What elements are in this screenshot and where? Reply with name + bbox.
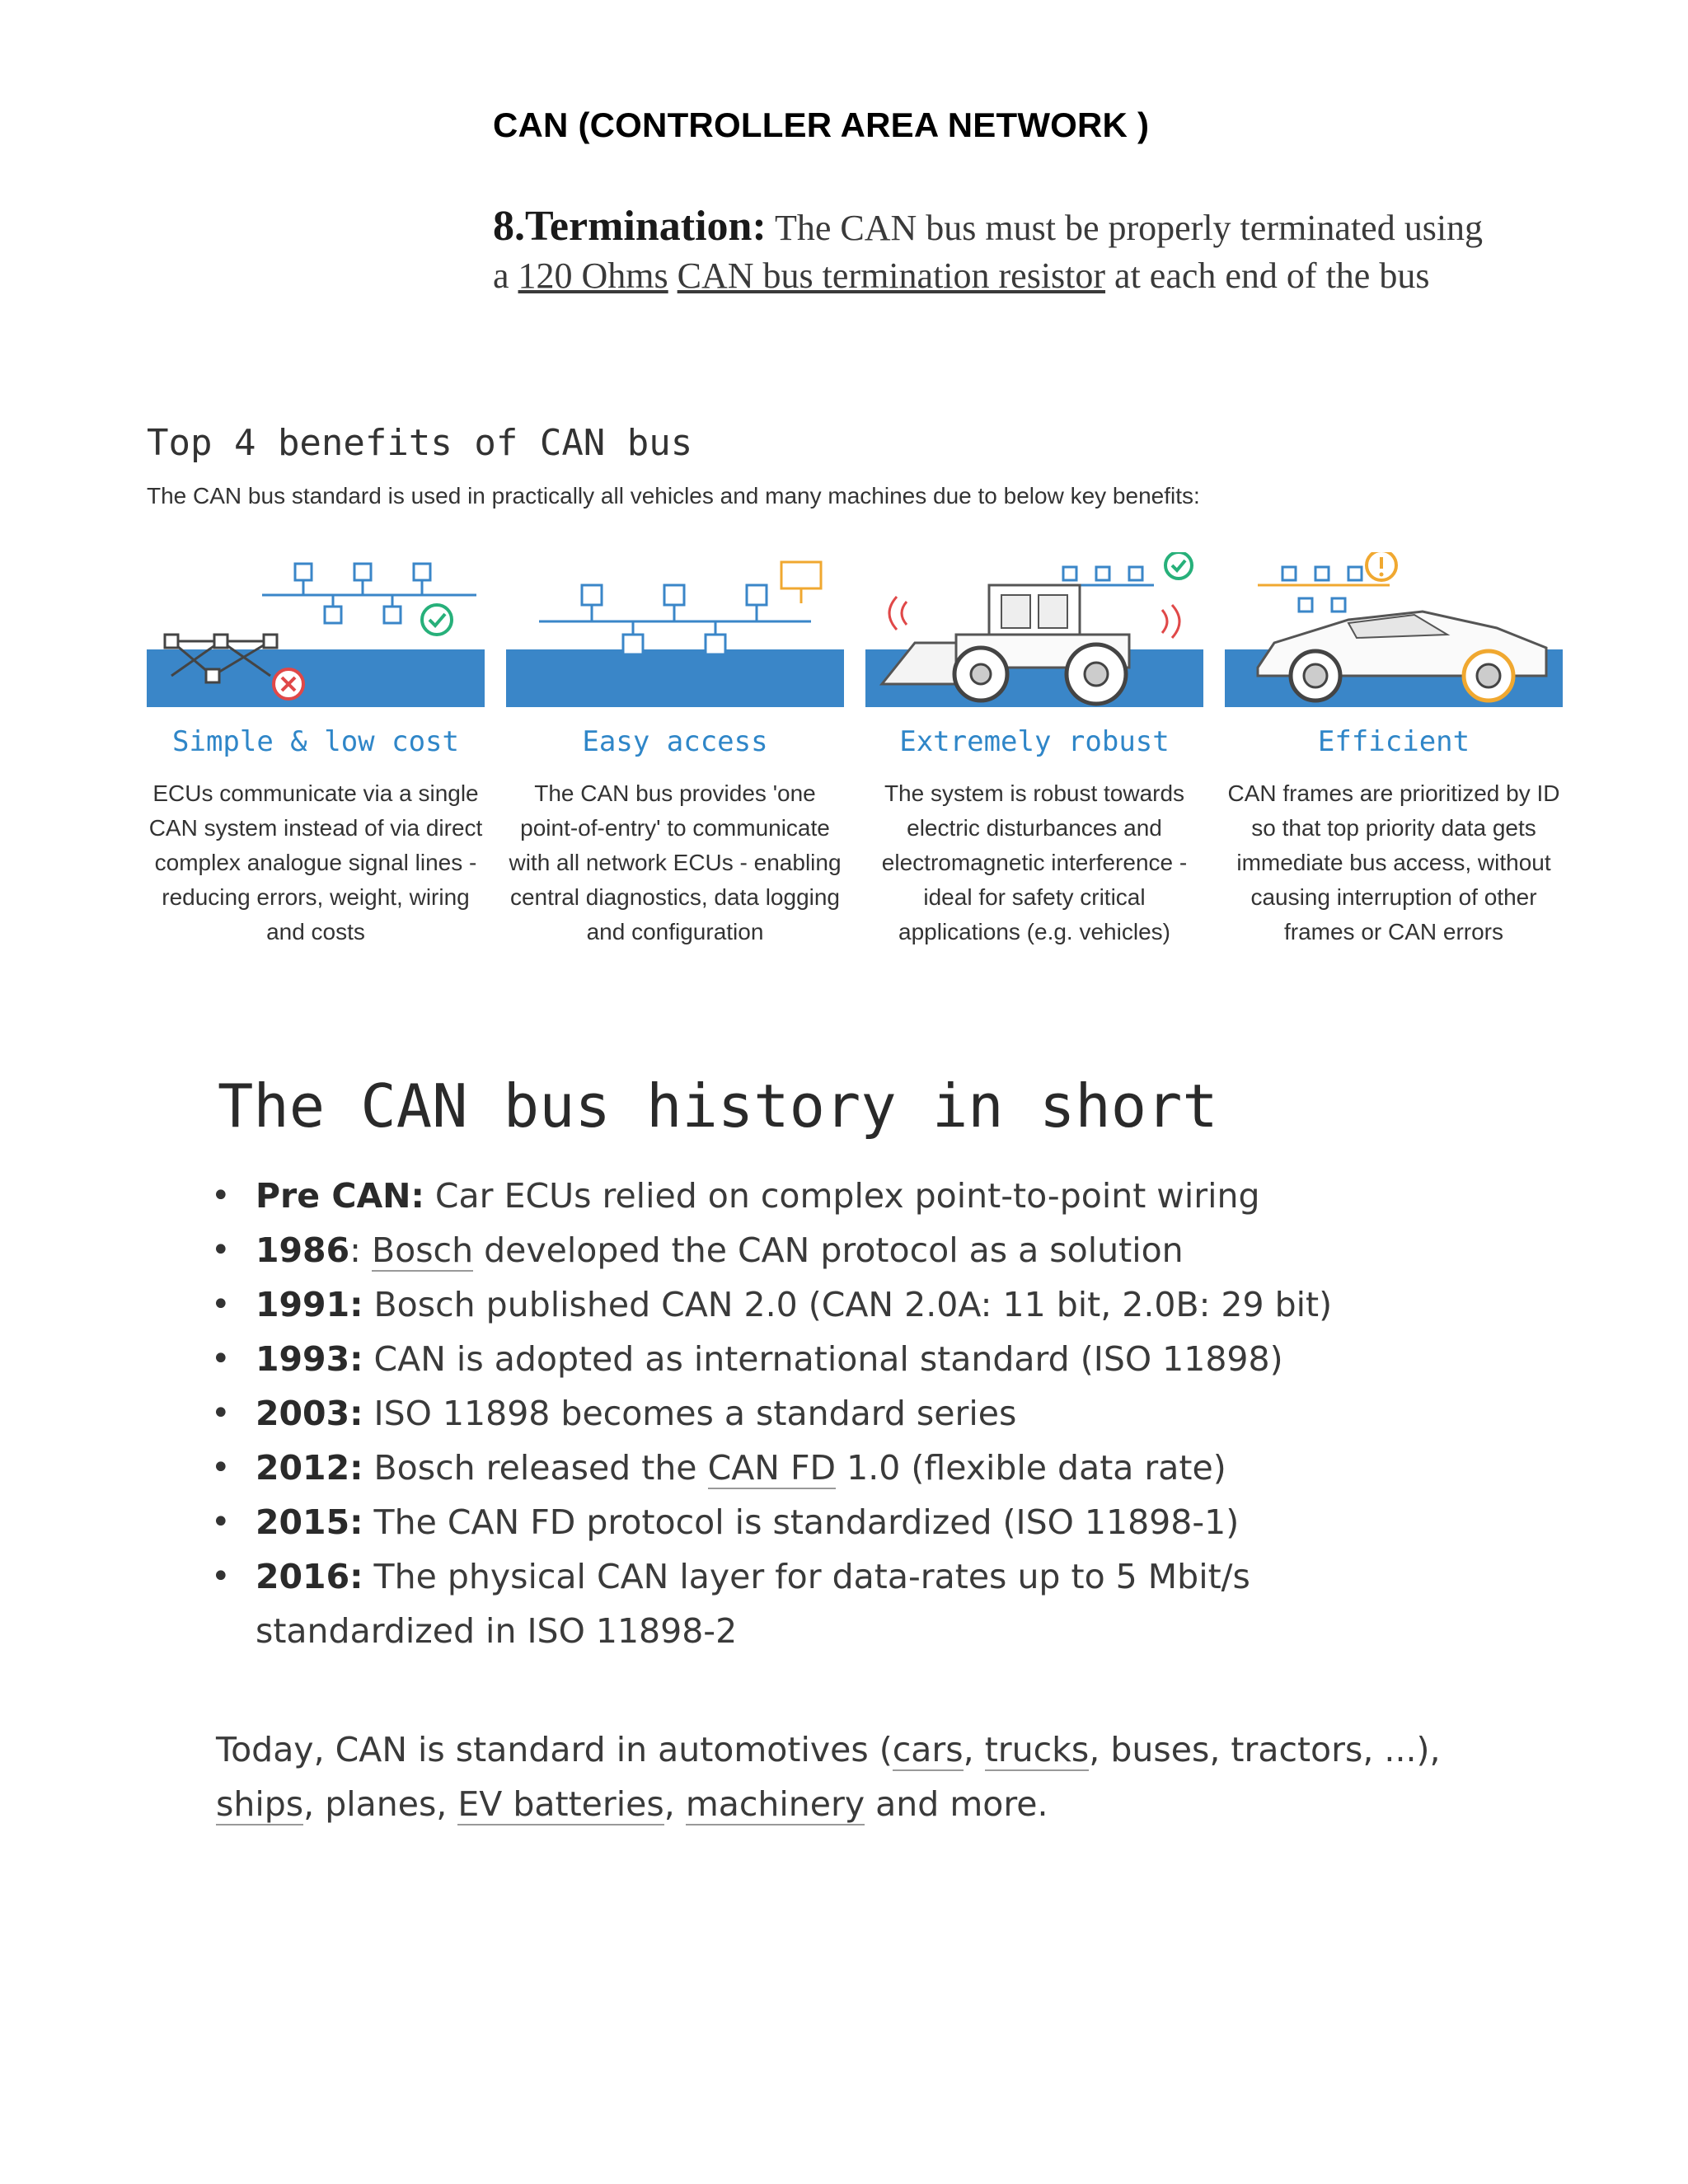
history-list [211,1169,1447,1658]
link-ships[interactable]: ships [216,1784,304,1824]
bullet-icon: • [211,1503,231,1541]
benefit-text: The system is robust towards electric disturbances and electromagnetic interference - ideal for safety critical applications (e.g. vehicles) [881,780,1188,944]
link-ev-batteries[interactable]: EV batteries [457,1784,664,1824]
list-item: • 2015: The CAN FD protocol is standardized (ISO 11898-1) [211,1495,1447,1549]
list-item: • 1986: Bosch developed the CAN protocol as a solution [211,1223,1447,1277]
link-trucks[interactable]: trucks [984,1730,1090,1769]
benefits-title: Top 4 benefits of CAN bus [147,422,693,464]
list-item: • 2012: Bosch released the CAN FD 1.0 (flexible data rate) [211,1441,1447,1495]
termination-text-end: at each end of the bus [1105,255,1430,296]
bullet-icon: • [211,1449,231,1487]
termination-text: The CAN bus must be properly terminated using a [493,208,1484,296]
list-item: • 1991: Bosch published CAN 2.0 (CAN 2.0A: 11 bit, 2.0B: 29 bit) [211,1277,1447,1332]
tractor-icon [865,552,1203,717]
history-title: The CAN bus history in short [218,1071,1218,1141]
benefit-title: Extremely robust [899,725,1170,758]
benefit-title: Simple & low cost [172,725,459,758]
benefit-text: CAN frames are prioritized by ID so that top priority data gets immediate bus access, without causing interruption of other frames or CAN errors [1227,780,1560,944]
link-machinery[interactable]: machinery [685,1784,865,1824]
car-priority-icon [1225,552,1563,717]
link-cars[interactable]: cars [892,1730,964,1769]
document-title: CAN (CONTROLLER AREA NETWORK ) [493,105,1150,144]
link-120-ohms[interactable]: 120 Ohms [518,255,668,296]
bullet-icon: • [211,1340,231,1378]
benefit-text: The CAN bus provides 'one point-of-entry' to communicate with all network ECUs - enabling central diagnostics, data logging and configuration [509,780,842,944]
benefit-text: ECUs communicate via a single CAN system instead of via direct complex analogue signal lines - reducing errors, weight, wiring and costs [148,780,483,944]
network-access-icon [506,552,844,717]
bullet-icon: • [211,1558,231,1596]
network-check-icon [147,552,485,717]
list-item: • Pre CAN: Car ECUs relied on complex point-to-point wiring [211,1169,1447,1223]
link-termination-resistor[interactable]: CAN bus termination resistor [677,255,1106,296]
benefits-subtitle: The CAN bus standard is used in practically all vehicles and many machines due to below key benefits: [147,483,1200,509]
list-item: • 2003: ISO 11898 becomes a standard series [211,1386,1447,1441]
list-item: • 1993: CAN is adopted as international standard (ISO 11898) [211,1332,1447,1386]
today-paragraph: Today, CAN is standard in automotives (cars, trucks, buses, tractors, ...), ships, planes, EV batteries, machinery and more. [216,1730,1441,1824]
benefit-title: Easy access [582,725,768,758]
link-bosch[interactable]: Bosch [371,1230,474,1270]
benefit-title: Efficient [1317,725,1470,758]
termination-paragraph [493,203,1490,300]
list-item: • 2016: The physical CAN layer for data-rates up to 5 Mbit/s standardized in ISO 11898-2 [211,1549,1447,1658]
termination-heading: 8.Termination: [493,203,767,250]
link-can-fd[interactable]: CAN FD [707,1448,837,1488]
bullet-icon: • [211,1394,231,1432]
bullet-icon: • [211,1231,231,1269]
bullet-icon: • [211,1286,231,1324]
bullet-icon: • [211,1177,231,1215]
